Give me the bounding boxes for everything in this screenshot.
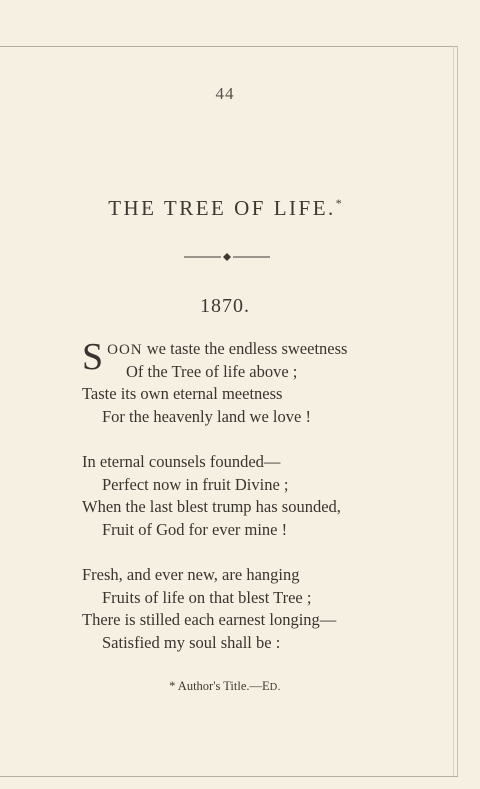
poem-year: 1870. xyxy=(200,295,250,317)
diamond-rule-ornament-icon xyxy=(184,251,270,263)
stanza-1 xyxy=(82,338,422,428)
poem-line: Taste its own eternal meetness xyxy=(82,384,283,403)
footnote-mark: * xyxy=(169,679,176,693)
poem-line: Fruit of God for ever mine ! xyxy=(102,519,288,539)
page-edge-right-inner xyxy=(453,46,454,777)
poem-line: Satisfied my soul shall be : xyxy=(102,632,281,652)
poem-line: When the last blest trump has sounded, xyxy=(82,497,341,516)
poem-title xyxy=(0,196,450,221)
stanza-3 xyxy=(82,564,422,654)
footnote-editor-rest: D. xyxy=(269,682,281,693)
footnote-text: Author's Title.— xyxy=(175,679,263,693)
poem-line: Fruits of life on that blest Tree ; xyxy=(102,587,312,607)
first-word-small-caps: OON xyxy=(107,342,143,358)
poem-line: Fresh, and ever new, are hanging xyxy=(82,565,300,584)
poem-line: There is stilled each earnest longing— xyxy=(82,610,337,629)
page-edge-top xyxy=(0,46,458,47)
poem-line: For the heavenly land we love ! xyxy=(102,406,311,426)
poem-line: In eternal counsels founded— xyxy=(82,452,281,471)
stanza-2 xyxy=(82,451,422,541)
footnote-editor-initial: E xyxy=(262,679,270,693)
drop-cap: S xyxy=(82,336,104,378)
footnote xyxy=(0,679,450,694)
title-footnote-mark: * xyxy=(335,196,342,210)
page-edge-bottom xyxy=(0,776,458,777)
line-text: we taste the endless sweetness xyxy=(142,339,348,358)
page-number: 44 xyxy=(215,84,235,103)
poem-line: Perfect now in fruit Divine ; xyxy=(102,474,289,494)
poem-title-text: THE TREE OF LIFE. xyxy=(108,196,336,220)
poem-body xyxy=(82,338,422,654)
poem-line: Of the Tree of life above ; xyxy=(126,361,298,381)
page-edge-right xyxy=(457,46,458,777)
